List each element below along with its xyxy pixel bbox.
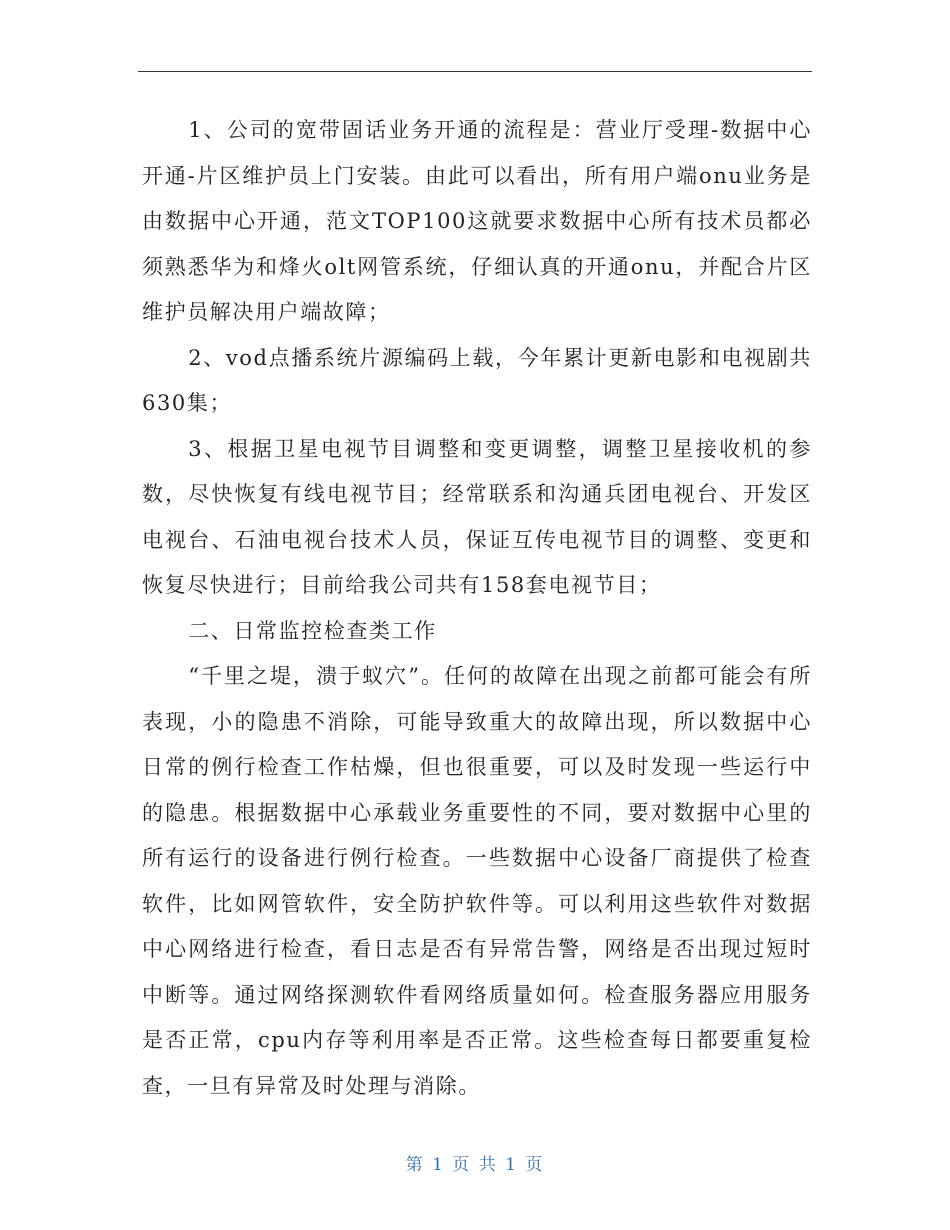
page-number-label: 第 1 页 共 1 页 bbox=[405, 1155, 545, 1175]
section-heading-daily-monitoring: 二、日常监控检查类工作 bbox=[188, 618, 437, 643]
paragraph-daily-inspection: “千里之堤，溃于蚁穴”。任何的故障在出现之前都可能会有所表现，小的隐患不消除，可能导致重大的故障出现，所以数据中心日常的例行检查工作枯燥，但也很重要，可以及时发现一些运行中的隐患。根据数据中心承载业务重要性的不同，要对数据中心里的所有运行的设备进行例行检查。一些数据中心设备厂商提供了检查软件，比如网管软件，安全防护软件等。可以利用这些软件对数据中心网络进行检查，看日志是否有异常告警，网络是否出现过短时中断等。通过网络探测软件看网络质量如何。检查服务器应用服务是否正常，cpu内存等利用率是否正常。这些检查每日都要重复检查，一旦有异常及时处理与消除。 bbox=[142, 664, 812, 1098]
page-footer bbox=[0, 1150, 950, 1175]
document-body bbox=[142, 108, 812, 1109]
paragraph-vod-upload: 2、vod点播系统片源编码上载，今年累计更新电影和电视剧共630集； bbox=[142, 345, 812, 415]
header-divider bbox=[138, 71, 812, 72]
paragraph-broadband-activation: 1、公司的宽带固话业务开通的流程是：营业厅受理-数据中心开通-片区维护员上门安装。由此可以看出，所有用户端onu业务是由数据中心开通，范文TOP100这就要求数据中心所有技术员都必须熟悉华为和烽火olt网管系统，仔细认真的开通onu，并配合片区维护员解决用户端故障； bbox=[142, 118, 812, 324]
paragraph-satellite-tv: 3、根据卫星电视节目调整和变更调整，调整卫星接收机的参数，尽快恢复有线电视节目；经常联系和沟通兵团电视台、开发区电视台、石油电视台技术人员，保证互传电视节目的调整、变更和恢复尽快进行；目前给我公司共有158套电视节目； bbox=[142, 436, 812, 597]
